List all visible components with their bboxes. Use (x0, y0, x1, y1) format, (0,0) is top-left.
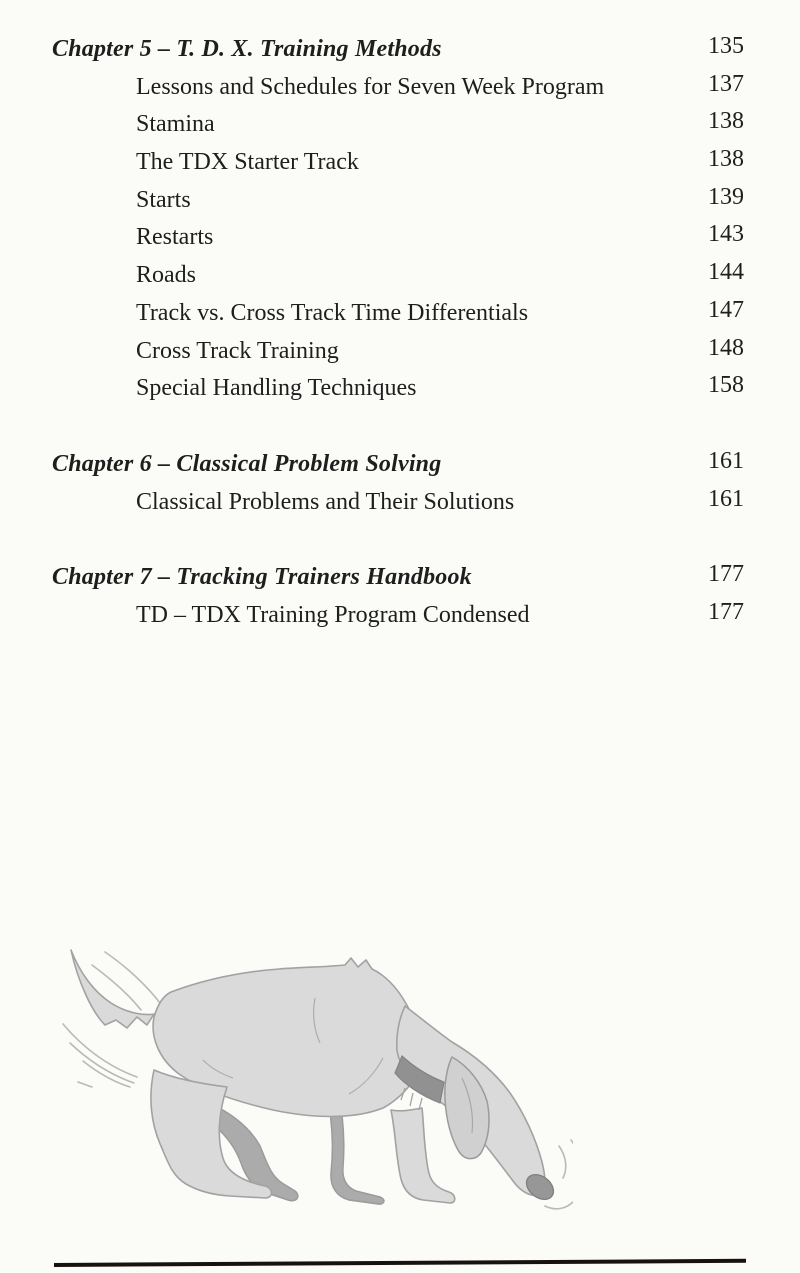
entry-label: Lessons and Schedules for Seven Week Program (136, 73, 605, 100)
page-number: 147 (708, 296, 744, 323)
toc-entry-row (52, 373, 744, 411)
toc-chapter-row (52, 34, 744, 72)
toc-entry-row (52, 298, 744, 336)
chapter-title: Chapter 5 – T. D. X. Training Methods (52, 36, 442, 62)
page-number: 148 (708, 334, 744, 361)
toc-entry-row (52, 600, 744, 638)
toc-chapter-row (52, 562, 744, 600)
toc-entry-row (52, 487, 744, 525)
toc-entry-row (52, 222, 744, 260)
entry-label: Starts (136, 186, 191, 213)
page-number: 158 (708, 372, 744, 399)
entry-label: Restarts (136, 224, 214, 251)
table-of-contents (52, 34, 744, 638)
page-number: 138 (708, 108, 744, 135)
entry-label: Stamina (136, 111, 215, 138)
toc-entry-row (52, 72, 744, 110)
toc-entry-row (52, 260, 744, 298)
page-number: 138 (708, 146, 744, 173)
page-number: 135 (708, 33, 744, 59)
footer-rule (54, 1259, 746, 1267)
dog-front-leg (391, 1108, 455, 1203)
toc-entry-row (52, 336, 744, 374)
toc-chapter-row (52, 449, 744, 487)
toc-entry-row (52, 109, 744, 147)
entry-label: Track vs. Cross Track Time Differentials (136, 299, 529, 326)
page-number: 143 (708, 221, 744, 248)
toc-entry-row (52, 185, 744, 223)
page-number: 177 (708, 598, 744, 625)
entry-label: Cross Track Training (136, 337, 339, 364)
toc-entry-row (52, 147, 744, 185)
page-number: 139 (708, 183, 744, 210)
page-number: 161 (708, 485, 744, 512)
page-number: 137 (708, 70, 744, 97)
chapter-title: Chapter 7 – Tracking Trainers Handbook (52, 564, 472, 591)
dog-illustration (53, 940, 573, 1218)
page-number: 177 (708, 561, 744, 588)
page-number: 144 (708, 259, 744, 286)
entry-label: TD – TDX Training Program Condensed (136, 601, 530, 628)
entry-label: Roads (136, 262, 196, 289)
entry-label: Special Handling Techniques (136, 375, 417, 402)
entry-label: Classical Problems and Their Solutions (136, 488, 515, 515)
page-number: 161 (708, 447, 744, 474)
chapter-title: Chapter 6 – Classical Problem Solving (52, 450, 442, 477)
entry-label: The TDX Starter Track (136, 149, 359, 176)
